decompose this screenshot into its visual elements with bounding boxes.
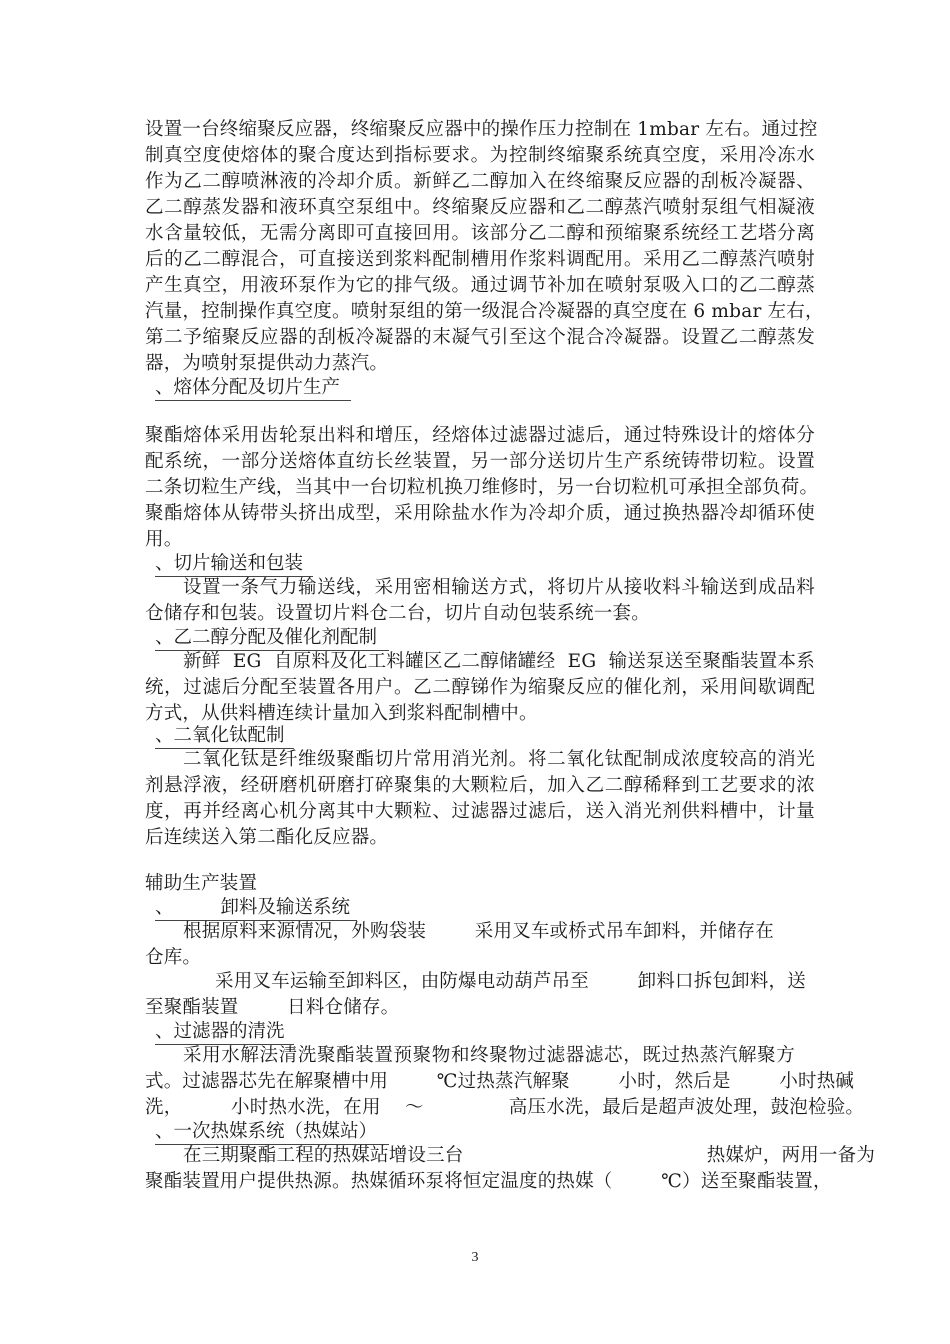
paragraph-line: 度，再并经离心机分离其中大颗粒、过滤器过滤后，送入消光剂供料槽中，计量	[145, 801, 815, 822]
paragraph-line: 在三期聚酯工程的热媒站增设三台 热媒炉，两用一备为	[183, 1145, 876, 1166]
paragraph-line: 作为乙二醇喷淋液的冷却介质。新鲜乙二醇加入在终缩聚反应器的刮板冷凝器、	[145, 171, 815, 192]
section-heading: 、二氧化钛配制	[155, 724, 294, 749]
paragraph-line: 用。	[145, 529, 183, 550]
paragraph-line: 新鲜 EG 自原料及化工料罐区乙二醇储罐经 EG 输送泵送至聚酯装置本系	[183, 651, 815, 672]
paragraph-line: 采用叉车运输至卸料区，由防爆电动葫芦吊至 卸料口拆包卸料，送	[215, 971, 806, 992]
paragraph-line: 聚酯熔体采用齿轮泵出料和增压，经熔体过滤器过滤后，通过特殊设计的熔体分	[145, 425, 815, 446]
paragraph-line: 仓储存和包装。设置切片料仓二台，切片自动包装系统一套。	[145, 603, 650, 624]
paragraph-line: 仓库。	[145, 947, 202, 968]
section-heading: 、熔体分配及切片生产	[155, 376, 351, 401]
page-number: 3	[471, 1250, 479, 1265]
paragraph-line: 二氧化钛是纤维级聚酯切片常用消光剂。将二氧化钛配制成浓度较高的消光	[183, 749, 815, 770]
paragraph-line: 根据原料来源情况，外购袋装 采用叉车或桥式吊车卸料，并储存在	[183, 921, 774, 942]
paragraph-line: 后的乙二醇混合，可直接送到浆料配制槽用作浆料调配用。采用乙二醇蒸汽喷射	[145, 249, 815, 270]
section-title: 辅助生产装置	[145, 873, 258, 894]
paragraph-line: 产生真空，用液环泵作为它的排气级。通过调节补加在喷射泵吸入口的乙二醇蒸	[145, 275, 815, 296]
paragraph-line: 汽量，控制操作真空度。喷射泵组的第一级混合冷凝器的真空度在 6 mbar 左右，	[145, 301, 824, 322]
section-heading: 、切片输送和包装	[155, 552, 313, 577]
paragraph-line: 统，过滤后分配至装置各用户。乙二醇锑作为缩聚反应的催化剂，采用间歇调配	[145, 677, 815, 698]
section-heading: 、乙二醇分配及催化剂配制	[155, 626, 389, 651]
paragraph-line: 剂悬浮液，经研磨机研磨打碎聚集的大颗粒后，加入乙二醇稀释到工艺要求的浓	[145, 775, 815, 796]
section-heading: 、过滤器的清洗	[155, 1020, 294, 1045]
paragraph-line: 第二予缩聚反应器的刮板冷凝器的末凝气引至这个混合冷凝器。设置乙二醇蒸发	[145, 327, 815, 348]
paragraph-line: 至聚酯装置 日料仓储存。	[145, 997, 400, 1018]
paragraph-line: 配系统，一部分送熔体直纺长丝装置，另一部分送切片生产系统铸带切粒。设置	[145, 451, 815, 472]
paragraph-line: 采用水解法清洗聚酯装置预聚物和终聚物过滤器滤芯，既过热蒸汽解聚方	[183, 1045, 795, 1066]
paragraph-line: 聚酯熔体从铸带头挤出成型，采用除盐水作为冷却介质，通过换热器冷却循环使	[145, 503, 815, 524]
paragraph-line: 式。过滤器芯先在解聚槽中用 ℃过热蒸汽解聚 小时，然后是 小时热碱	[145, 1071, 855, 1092]
paragraph-line: 设置一条气力输送线，采用密相输送方式，将切片从接收料斗输送到成品料	[183, 577, 815, 598]
paragraph-line: 聚酯装置用户提供热源。热媒循环泵将恒定温度的热媒（ ℃）送至聚酯装置，	[145, 1171, 832, 1192]
paragraph-line: 洗， 小时热水洗，在用 ～ 高压水洗，最后是超声波处理，鼓泡检验。	[145, 1097, 865, 1118]
paragraph-line: 方式，从供料槽连续计量加入到浆料配制槽中。	[145, 703, 538, 724]
paragraph-line: 制真空度使熔体的聚合度达到指标要求。为控制终缩聚系统真空度，采用冷冻水	[145, 145, 815, 166]
paragraph-line: 二条切粒生产线，当其中一台切粒机换刀维修时，另一台切粒机可承担全部负荷。	[145, 477, 819, 498]
paragraph-line: 乙二醇蒸发器和液环真空泵组中。终缩聚反应器和乙二醇蒸汽喷射泵组气相凝液	[145, 197, 815, 218]
section-heading: 、一次热媒系统（热媒站）	[155, 1120, 389, 1145]
paragraph-line: 器，为喷射泵提供动力蒸汽。	[145, 353, 389, 374]
paragraph-line: 设置一台终缩聚反应器，终缩聚反应器中的操作压力控制在 1mbar 左右。通过控	[145, 119, 818, 140]
paragraph-line: 水含量较低，无需分离即可直接回用。该部分乙二醇和预缩聚系统经工艺塔分离	[145, 223, 815, 244]
section-heading: 、 卸料及输送系统	[155, 896, 357, 921]
paragraph-line: 后连续送入第二酯化反应器。	[145, 827, 389, 848]
